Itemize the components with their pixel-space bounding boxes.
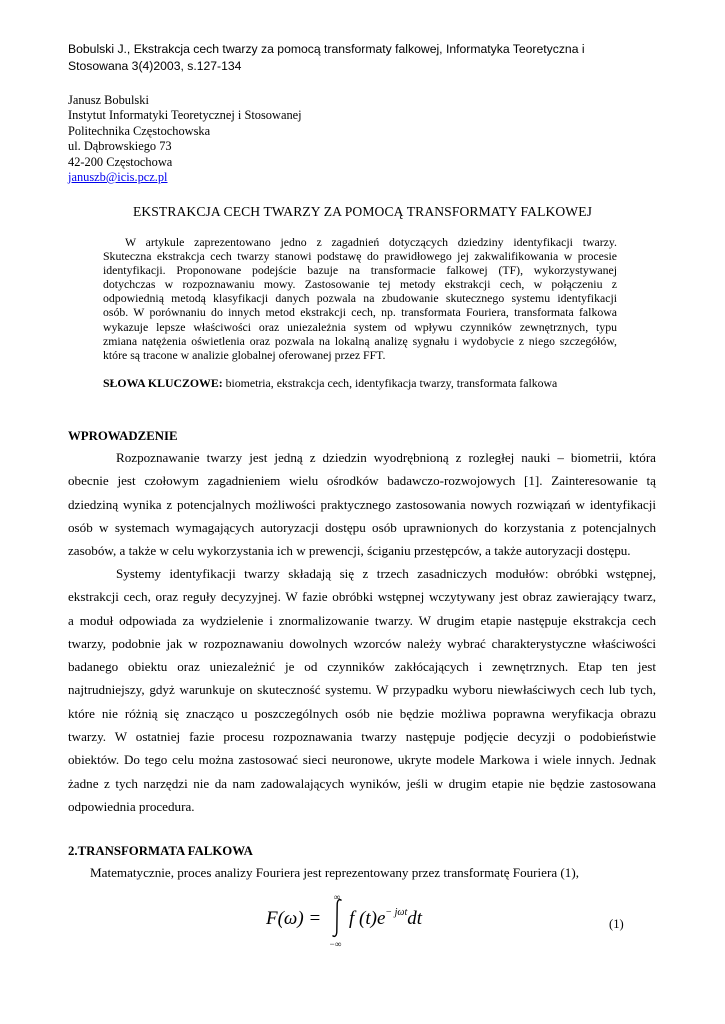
paper-title: EKSTRAKCJA CECH TWARZY ZA POMOCĄ TRANSFORMATY FALKOWEJ <box>132 204 593 219</box>
keywords-label: SŁOWA KLUCZOWE: <box>103 376 223 390</box>
abstract-line: które są tracone w analizie globalnej oferowanej przez FFT. <box>103 347 386 362</box>
body-line: osób w systemach wymagających autoryzacji dostępu osób uprawnionych do korzystania z potencjalnych <box>68 519 656 535</box>
abstract-line: zmiana natężenia oświetlenia oraz pozwala na lokalną analizę sygnału i wydobycie z niego szczegółów, <box>103 333 617 348</box>
section-heading-introduction: WPROWADZENIE <box>68 429 178 443</box>
abstract-line: W artykule zaprezentowano jedno z zagadnień dotyczących dziedziny identyfikacji twarzy. <box>125 235 617 249</box>
author-university: Politechnika Częstochowska <box>68 123 211 138</box>
integral-sign-icon <box>330 898 344 938</box>
body-line: badanego obiektu oraz uniezależnić je od czynników zakłócających i zewnętrznych. Etap ten jest <box>68 659 656 675</box>
abstract-line: wykazuje lepsze właściwości oraz uniezależnia system od wpływu czynników zewnętrznych, typu <box>103 319 617 334</box>
formula-exponent: − jωt <box>385 906 408 918</box>
author-block <box>68 93 302 185</box>
intro-paragraph-2 <box>68 562 656 818</box>
body-line: a moduł odpowiada za wydzielenie i znormalizowanie twarzy. W drugim etapie następuje ekstrakcja cech <box>68 612 656 628</box>
body-line: twarzy. W ostatniej fazie procesu rozpoznawania twarzy następuje podjęcie decyzji o podobieństwie <box>68 729 656 745</box>
body-line: twarzy, podobnie jak w rozpoznawaniu dowolnych wzorców należy wybrać charakterystyczne właściwości <box>68 635 656 651</box>
abstract-line: Skuteczna ekstrakcja cech twarzy stanowi podstawę do prawidłowego jej zakwalifikowania w procesie <box>103 249 617 264</box>
citation-header <box>68 41 668 75</box>
body-line: Systemy identyfikacji twarzy składają się z trzech zasadniczych modułów: obróbki wstępnej, <box>116 566 656 581</box>
body-line: obecnie jest czołowym zagadnieniem wielu ośrodków badawczo-rozwojowych [1]. Zainteresowanie tą <box>68 473 656 489</box>
abstract-line: odpowiednią metodą klasyfikacji danych pozwala na zbudowanie skutecznego systemu identyfikacji <box>103 291 617 306</box>
integral-upper-limit: ∞ <box>334 892 341 902</box>
section2-intro: Matematycznie, proces analizy Fouriera jest reprezentowany przez transformatę Fouriera (1), <box>90 865 579 880</box>
body-line: najtrudniejszy, gdyż warunkuje on skuteczność systemu. W przypadku wyboru niewłaściwych cech lub tych, <box>68 682 656 698</box>
formula-integrand: f (t)e <box>349 908 386 929</box>
body-line: odpowiednia procedura. <box>68 798 195 814</box>
abstract-line: dotychczas w rozpoznawaniu mowy. Zastosowanie tej metody ekstrakcji cech, w połączeniu z <box>103 277 617 292</box>
abstract-line: osób. W porównaniu do innych metod ekstrakcji cech, np. transformata Fouriera, transformata falkowa <box>103 305 617 320</box>
body-line: ekstrakcji cech, oraz reguły decyzyjnej. W fazie obróbki wstępnej wczytywany jest obraz zawierający twarz, <box>68 589 656 605</box>
fourier-transform-formula <box>266 894 466 954</box>
body-line: obiektów. Do tego celu można zastosować sieci neuronowe, ukryte modele Markowa i wiele innych. Jednak <box>68 752 656 768</box>
intro-paragraph-1 <box>68 446 656 562</box>
body-line: dziedziną wynika z potencjalnych możliwości praktycznego zastosowania nowych rozwiązań w identyfikacji <box>68 496 656 512</box>
keywords <box>103 376 557 390</box>
formula-rhs <box>349 908 422 930</box>
integral-lower-limit: −∞ <box>329 939 342 949</box>
section-heading-wavelet: 2.TRANSFORMATA FALKOWA <box>68 844 253 858</box>
formula-lhs: F(ω) = <box>266 908 322 929</box>
citation-line: Bobulski J., Ekstrakcja cech twarzy za pomocą transformaty falkowej, Informatyka Teoretyczna i <box>68 42 585 56</box>
keywords-text: biometria, ekstrakcja cech, identyfikacja twarzy, transformata falkowa <box>222 376 558 390</box>
citation-line: Stosowana 3(4)2003, s.127-134 <box>68 59 242 73</box>
abstract-line: identyfikacji. Proponowane podejście bazuje na transformacie falkowej (TF), wykorzystywanej <box>103 263 617 278</box>
body-line: zasobów, a także w celu wykorzystania ich w prewencji, ściganiu przestępców, a także autoryzacji dostępu. <box>68 543 631 559</box>
author-email-link[interactable]: januszb@icis.pcz.pl <box>68 170 168 185</box>
author-city: 42-200 Częstochowa <box>68 154 173 169</box>
body-line: które nie różnią się znacząco u poszczególnych osób nie będzie możliwa poprawna weryfikacja obrazu <box>68 705 656 721</box>
equation-number: (1) <box>609 917 624 931</box>
formula-differential: dt <box>407 908 423 929</box>
body-line: żadne z tych narzędzi nie da nam zadowalających wyników, jeśli w drugim etapie nie będzie zastosowana <box>68 775 656 791</box>
abstract <box>103 235 617 362</box>
author-institute: Instytut Informatyki Teoretycznej i Stosowanej <box>68 108 302 123</box>
author-street: ul. Dąbrowskiego 73 <box>68 139 172 154</box>
author-name: Janusz Bobulski <box>68 93 149 107</box>
body-line: Rozpoznawanie twarzy jest jedną z dziedzin wyodrębnioną z rozległej nauki – biometrii, która <box>116 450 656 465</box>
